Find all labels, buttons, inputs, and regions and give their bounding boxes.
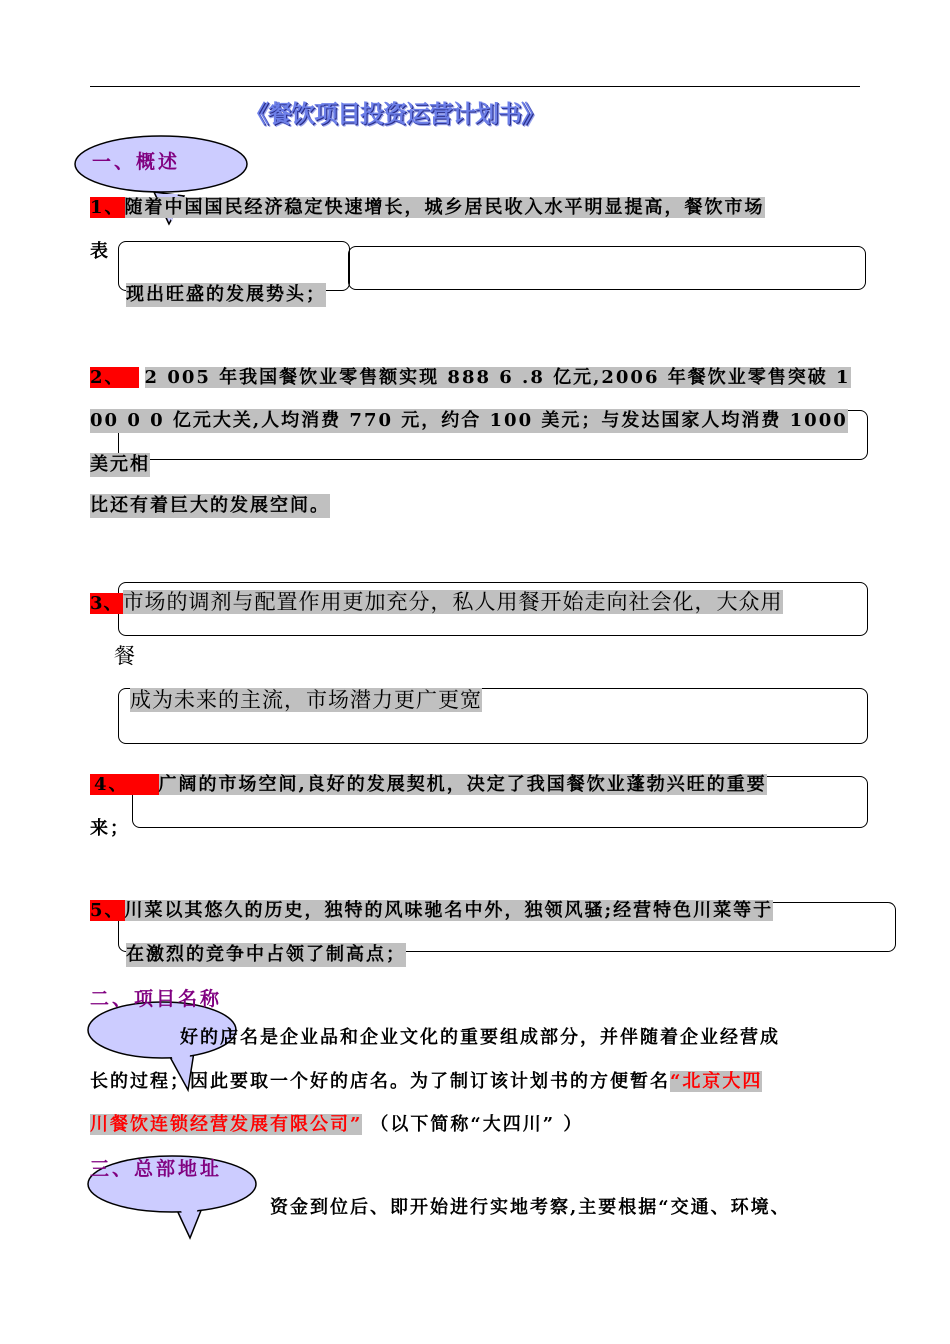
section-heading-overview: 一、概述 bbox=[92, 151, 181, 173]
header-rule bbox=[90, 86, 860, 87]
paragraph-2-line-3: 美元相 bbox=[90, 454, 150, 475]
paragraph-2-line-1 bbox=[90, 366, 851, 390]
paragraph-4-line-2: 来； bbox=[90, 818, 130, 839]
paragraph-1-line-3: 现出旺盛的发展势头； bbox=[126, 284, 326, 305]
paragraph-3-line-3: 成为未来的主流，市场潜力更广更宽 bbox=[130, 688, 482, 712]
paragraph-1-line-2: 表 bbox=[90, 241, 110, 262]
item-number-3: 3、 bbox=[90, 593, 123, 614]
paragraph-3-line-1 bbox=[90, 590, 783, 616]
paragraph-3-text-1: 市场的调剂与配置作用更加充分，私人用餐开始走向社会化，大众用 bbox=[122, 590, 783, 614]
item-number-5: 5、 bbox=[90, 900, 125, 921]
paragraph-6-text-3: （以下简称“大四川” ） bbox=[370, 1114, 584, 1135]
company-name-part-1: “北京大四 bbox=[670, 1071, 763, 1092]
paragraph-2-text-1: 2 005 年我国餐饮业零售额实现 888 6 .8 亿元,2006 年餐饮业零售突破 1 bbox=[144, 367, 851, 388]
item-number-4: 4、 bbox=[90, 774, 159, 795]
paragraph-3-line-2: 餐 bbox=[114, 644, 136, 668]
paragraph-6-line-2 bbox=[90, 1070, 762, 1094]
paragraph-1-line-1 bbox=[90, 196, 765, 220]
paragraph-5-line-1 bbox=[90, 899, 773, 923]
item-number-2: 2、 bbox=[90, 367, 139, 388]
item-number-1: 1、 bbox=[90, 197, 125, 218]
paragraph-6-line-3 bbox=[90, 1113, 583, 1137]
section-heading-headquarters: 三、总部地址 bbox=[90, 1158, 223, 1180]
paragraph-4-text-1: 广阔的市场空间,良好的发展契机，决定了我国餐饮业蓬勃兴旺的重要 bbox=[158, 774, 767, 795]
paragraph-2-line-4: 比还有着巨大的发展空间。 bbox=[90, 495, 330, 516]
document-title: 《餐饮项目投资运营计划书》 bbox=[245, 99, 544, 128]
paragraph-4-line-1 bbox=[90, 773, 767, 797]
company-name-part-2: 川餐饮连锁经营发展有限公司” bbox=[90, 1114, 363, 1135]
paragraph-5-text-1: 川菜以其悠久的历史，独特的风味驰名中外，独领风骚;经营特色川菜等于 bbox=[124, 900, 774, 921]
text-frame-1b bbox=[348, 246, 866, 290]
paragraph-5-line-2: 在激烈的竞争中占领了制高点； bbox=[126, 944, 406, 965]
paragraph-7-line-1: 资金到位后、即开始进行实地考察,主要根据“交通、环境、 bbox=[270, 1197, 791, 1218]
paragraph-6-line-1: 好的店名是企业品和企业文化的重要组成部分，并伴随着企业经营成 bbox=[180, 1027, 780, 1048]
paragraph-2-line-2: 00 0 0 亿元大关,人均消费 770 元，约合 100 美元；与发达国家人均消费 1000 bbox=[90, 410, 848, 431]
paragraph-6-text-2: 长的过程；因此要取一个好的店名。为了制订该计划书的方便暂名 bbox=[90, 1071, 670, 1092]
section-heading-project-name: 二、项目名称 bbox=[90, 988, 223, 1010]
paragraph-1-text: 随着中国国民经济稳定快速增长，城乡居民收入水平明显提高，餐饮市场 bbox=[124, 197, 765, 218]
